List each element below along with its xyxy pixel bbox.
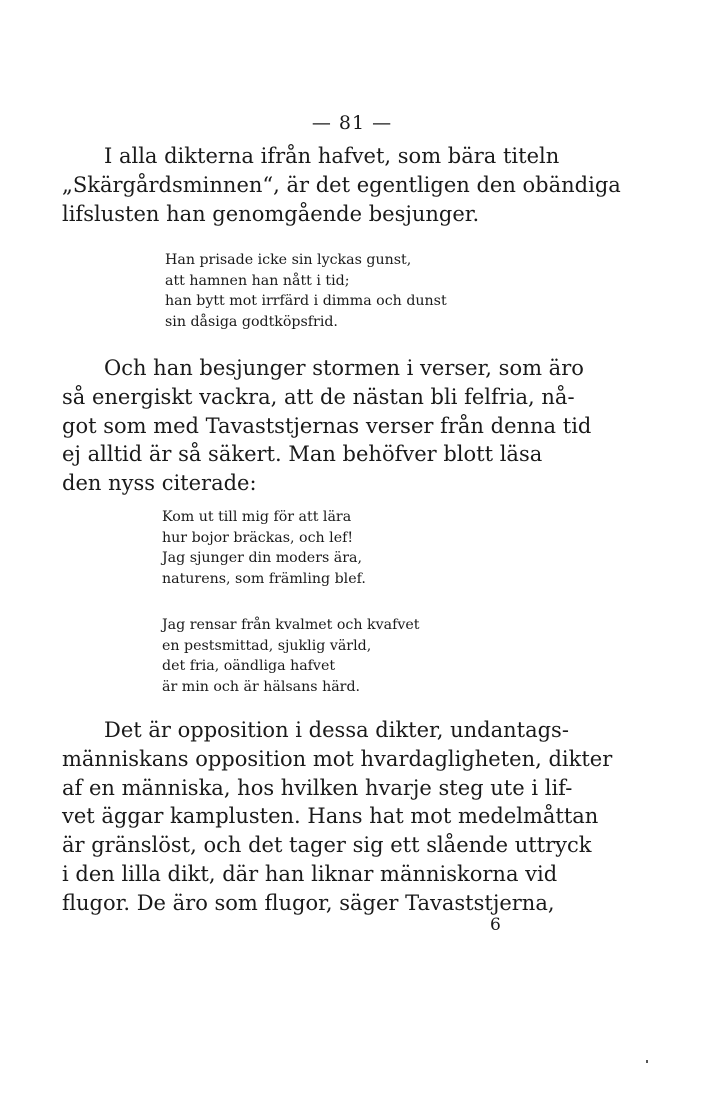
verse-line: Kom ut till mig för att lära: [162, 509, 352, 525]
text-line: got som med Tavaststjernas verser från denna tid: [62, 413, 592, 438]
text-line: lifslusten han genomgående besjunger.: [62, 201, 480, 226]
paragraph-1: [62, 142, 621, 228]
text-line: så energiskt vackra, att de nästan bli felfria, nå-: [62, 384, 575, 409]
verse-line: Han prisade icke sin lyckas gunst,: [165, 252, 412, 268]
text-line: den nyss citerade:: [62, 471, 257, 496]
paragraph-3: [62, 716, 613, 918]
text-line: är gränslöst, och det tager sig ett slående uttryck: [62, 833, 592, 858]
verse-line: han bytt mot irrfärd i dimma och dunst: [165, 293, 447, 310]
ink-speck: [646, 1060, 648, 1063]
verse-line: det fria, oändliga hafvet: [162, 658, 336, 675]
signature-mark: 6: [490, 915, 501, 935]
verse-line: naturens, som främling blef.: [162, 570, 366, 587]
text-line: Det är opposition i dessa dikter, undantags-: [104, 718, 569, 742]
text-line: I alla dikterna ifrån hafvet, som bära titeln: [104, 144, 560, 168]
verse-2-stanza-1: [162, 507, 366, 589]
verse-line: Jag sjunger din moders ära,: [162, 550, 362, 567]
verse-line: Jag rensar från kvalmet och kvafvet: [162, 617, 420, 633]
verse-line: sin dåsiga godtköpsfrid.: [165, 313, 338, 330]
text-line: vet äggar kamplusten. Hans hat mot medelmåttan: [62, 804, 599, 829]
page-number: — 81 —: [311, 112, 393, 134]
text-line: människans opposition mot hvardagligheten, dikter: [62, 746, 613, 771]
verse-1: [165, 250, 447, 332]
verse-2-stanza-2: [162, 615, 419, 697]
verse-line: en pestsmittad, sjuklig värld,: [162, 637, 372, 654]
verse-line: är min och är hälsans härd.: [162, 678, 361, 695]
verse-line: hur bojor bräckas, och lef!: [162, 529, 354, 546]
text-line: Och han besjunger stormen i verser, som äro: [104, 356, 584, 380]
text-line: flugor. De äro som flugor, säger Tavaststjerna,: [62, 890, 555, 915]
text-line: af en människa, hos hvilken hvarje steg ute i lif-: [62, 775, 573, 800]
text-line: i den lilla dikt, där han liknar människorna vid: [62, 861, 558, 886]
text-line: ej alltid är så säkert. Man behöfver blott läsa: [62, 442, 543, 467]
paragraph-2: [62, 354, 592, 498]
text-line: „Skärgårdsminnen“, är det egentligen den obändiga: [62, 172, 621, 197]
verse-line: att hamnen han nått i tid;: [165, 272, 350, 289]
